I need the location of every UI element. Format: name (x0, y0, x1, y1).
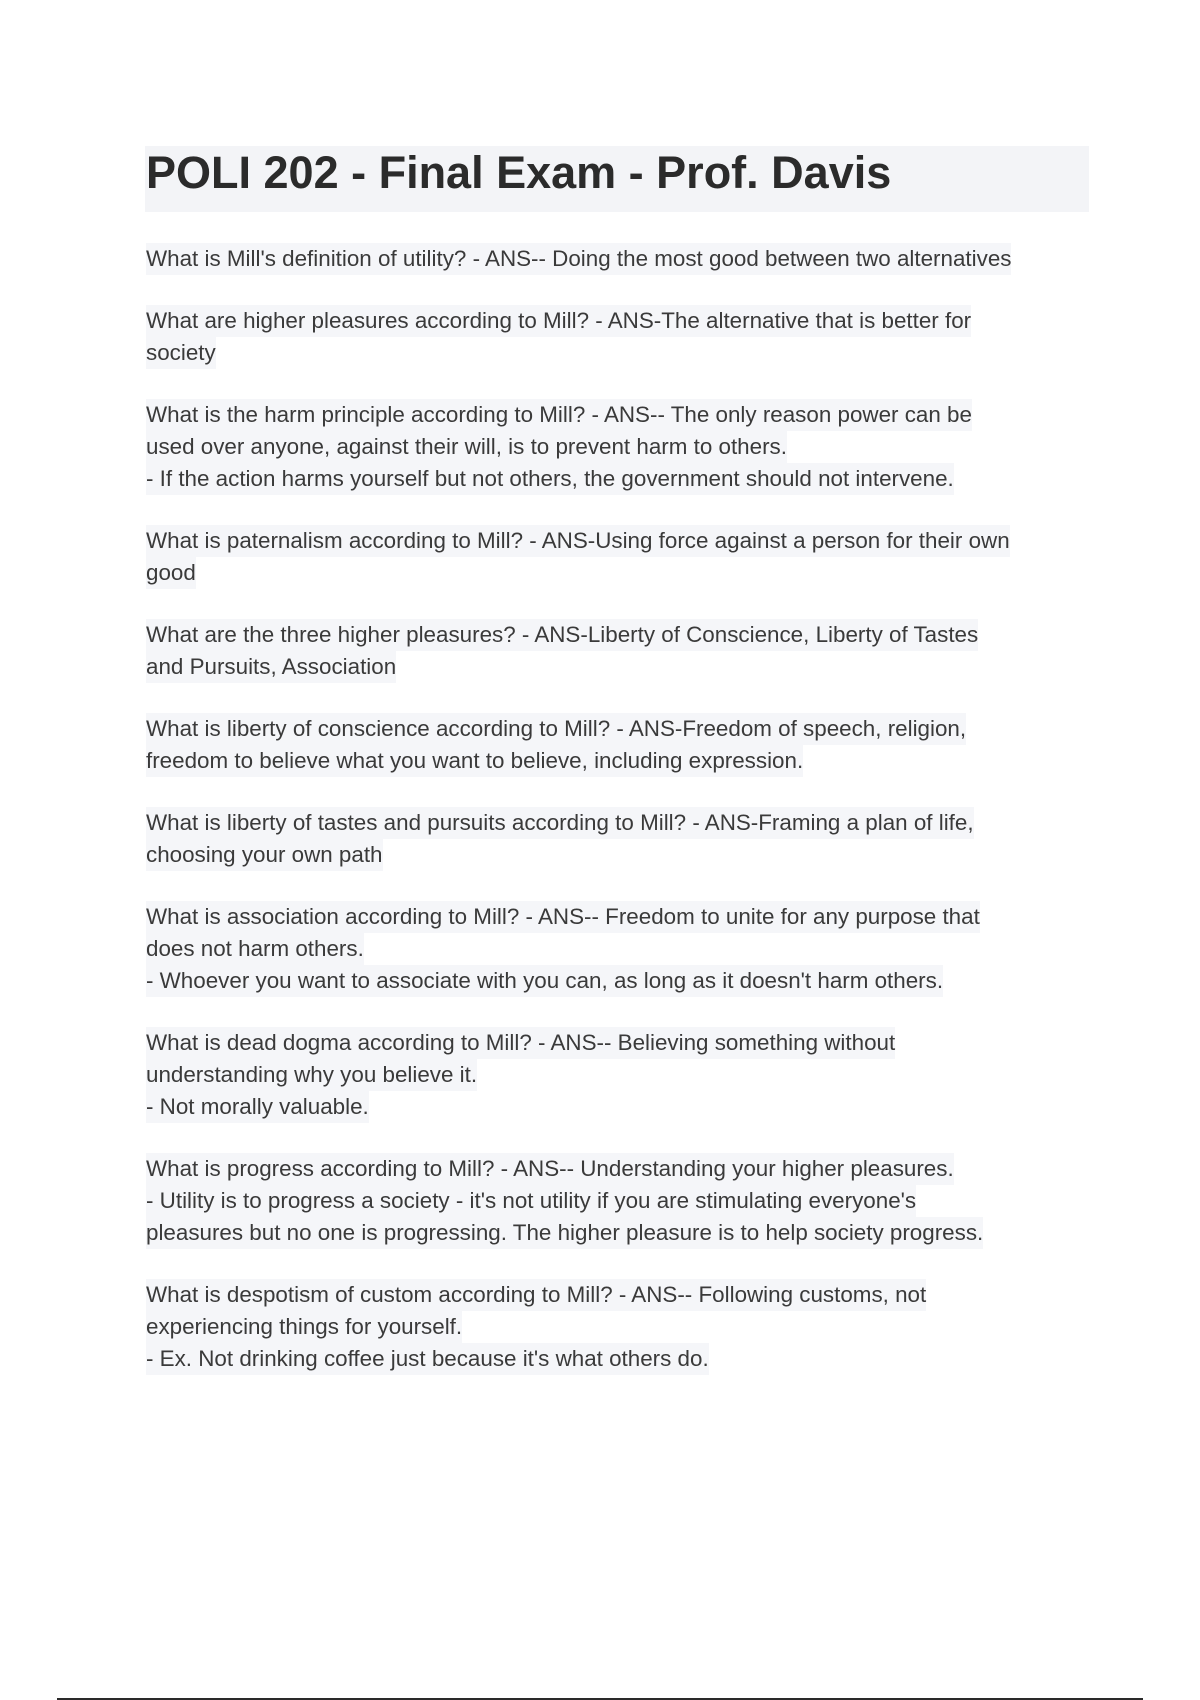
qa-text-line: used over anyone, against their will, is to prevent harm to others. (146, 431, 787, 463)
qa-item (146, 399, 1106, 495)
qa-text-line: society (146, 337, 216, 369)
qa-text-line: What is Mill's definition of utility? - ANS-- Doing the most good between two alternatives (146, 243, 1011, 275)
qa-item (146, 901, 1106, 997)
qa-text-line: - If the action harms yourself but not others, the government should not intervene. (146, 463, 954, 495)
qa-text-line: What is liberty of tastes and pursuits according to Mill? - ANS-Framing a plan of life, (146, 807, 974, 839)
qa-text-line: What is progress according to Mill? - ANS-- Understanding your higher pleasures. (146, 1153, 954, 1185)
qa-text-line: freedom to believe what you want to believe, including expression. (146, 745, 803, 777)
qa-text-line: choosing your own path (146, 839, 383, 871)
qa-text-line: What is liberty of conscience according to Mill? - ANS-Freedom of speech, religion, (146, 713, 966, 745)
qa-item (146, 619, 1106, 683)
qa-text-line: What is despotism of custom according to Mill? - ANS-- Following customs, not (146, 1279, 926, 1311)
qa-text-line: good (146, 557, 196, 589)
qa-text-line: - Whoever you want to associate with you can, as long as it doesn't harm others. (146, 965, 943, 997)
qa-text-line: does not harm others. (146, 933, 364, 965)
qa-item (146, 305, 1106, 369)
qa-item (146, 1279, 1106, 1375)
qa-text-line: - Ex. Not drinking coffee just because it's what others do. (146, 1343, 709, 1375)
qa-text-line: What is paternalism according to Mill? - ANS-Using force against a person for their own (146, 525, 1010, 557)
qa-text-line: experiencing things for yourself. (146, 1311, 462, 1343)
qa-item (146, 713, 1106, 777)
qa-text-line: What is the harm principle according to Mill? - ANS-- The only reason power can be (146, 399, 972, 431)
qa-text-line: understanding why you believe it. (146, 1059, 477, 1091)
qa-text-line: pleasures but no one is progressing. The higher pleasure is to help society progress. (146, 1217, 983, 1249)
qa-item (146, 1153, 1106, 1249)
qa-text-line: and Pursuits, Association (146, 651, 396, 683)
qa-text-line: - Not morally valuable. (146, 1091, 369, 1123)
qa-text-line: What is association according to Mill? - ANS-- Freedom to unite for any purpose that (146, 901, 980, 933)
qa-list (146, 243, 1106, 1405)
page-title: POLI 202 - Final Exam - Prof. Davis (146, 147, 892, 198)
qa-text-line: What are the three higher pleasures? - ANS-Liberty of Conscience, Liberty of Tastes (146, 619, 978, 651)
qa-item (146, 243, 1106, 275)
qa-text-line: What are higher pleasures according to Mill? - ANS-The alternative that is better for (146, 305, 971, 337)
qa-item (146, 807, 1106, 871)
qa-text-line: What is dead dogma according to Mill? - ANS-- Believing something without (146, 1027, 895, 1059)
qa-text-line: - Utility is to progress a society - it's not utility if you are stimulating everyone's (146, 1185, 916, 1217)
qa-item (146, 525, 1106, 589)
qa-item (146, 1027, 1106, 1123)
